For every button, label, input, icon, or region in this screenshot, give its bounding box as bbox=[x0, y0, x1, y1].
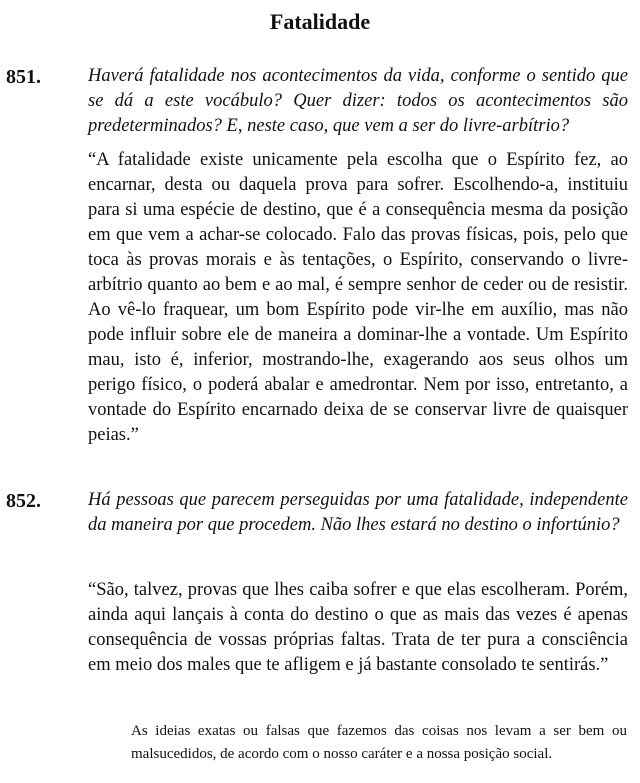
answer-text-851: “A fatalidade existe unicamente pela escolha que o Espírito fez, ao encarnar, desta ou daquela prova para sofrer. Escolhendo-a, instituiu para si uma espécie de destino, que é a consequência mesma da posição em que vem a achar-se colocado. Falo das provas físicas, pois, pelo que toca às provas morais e às tentações, o Espírito, conservando o livre-arbítrio quanto ao bem e ao mal, é sempre senhor de ceder ou de resistir. Ao vê-lo fraquear, um bom Espírito pode vir-lhe em auxílio, mas não pode influir sobre ele de maneira a dominar-lhe a vontade. Um Espírito mau, isto é, inferior, mostrando-lhe, exagerando aos seus olhos um perigo físico, o poderá abalar e amedrontar. Nem por isso, entretanto, a vontade do Espírito encarnado deixa de se conservar livre de quaisquer peias.” bbox=[88, 150, 628, 445]
question-text-852: Há pessoas que parecem perseguidas por uma fatalidade, independente da maneira por que procedem. Não lhes estará no destino o infortúnio? bbox=[88, 490, 628, 535]
question-text-851: Haverá fatalidade nos acontecimentos da vida, conforme o sentido que se dá a este vocábulo? Quer dizer: todos os acontecimentos são predeterminados? E, neste caso, que vem a ser do livre-arbítrio? bbox=[88, 66, 628, 136]
question-number-852: 852. bbox=[6, 490, 41, 512]
commentary-note: As ideias exatas ou falsas que fazemos das coisas nos levam a ser bem ou malsucedidos, de acordo com o nosso caráter e a nossa posição social. bbox=[131, 723, 627, 762]
question-number-851: 851. bbox=[6, 66, 41, 88]
answer-text-852: “São, talvez, provas que lhes caiba sofrer e que elas escolheram. Porém, ainda aqui lançais à conta do destino o que as mais das vezes é apenas consequência de vossas próprias faltas. Trata de ter pura a consciência em meio dos males que te afligem e já bastante consolado te sentirás.” bbox=[88, 580, 628, 675]
page-title: Fatalidade bbox=[269, 9, 371, 34]
